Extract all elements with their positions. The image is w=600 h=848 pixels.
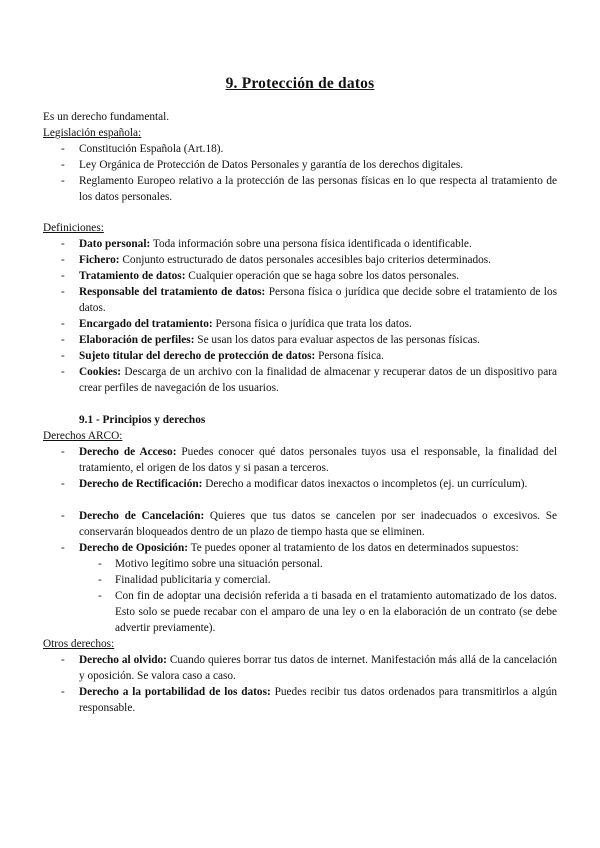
sub-list-item: - Con fin de adoptar una decisión referida a ti basada en el tratamiento automatizado de los datos. Esto solo se puede recabar con el amparo de una ley o en la elaboración de un contrato (se debe advertir previamente). — [98, 590, 557, 634]
otros-heading: Otros derechos: — [43, 638, 115, 650]
legislacion-heading: Legislación española: — [43, 127, 142, 139]
list-item: - Ley Orgánica de Protección de Datos Personales y garantía de los derechos digitales. — [61, 159, 464, 171]
right-item: - Derecho de Oposición: Te puedes oponer al tratamiento de los datos en determinados supuestos: — [61, 542, 519, 554]
page-title: 9. Protección de datos — [225, 75, 375, 92]
definition-item: - Elaboración de perfiles: Se usan los datos para evaluar aspectos de las personas físicas. — [61, 334, 480, 346]
list-item: - Constitución Española (Art.18). — [61, 143, 224, 155]
definition-item: - Dato personal: Toda información sobre una persona física identificada o identificable. — [61, 238, 472, 250]
right-item: - Derecho al olvido: Cuando quieres borrar tus datos de internet. Manifestación más allá de la cancelación y oposición. Se valora caso a caso. — [61, 654, 557, 682]
intro-text: Es un derecho fundamental. — [43, 111, 170, 123]
definition-item: - Tratamiento de datos: Cualquier operación que se haga sobre los datos personales. — [61, 270, 460, 282]
list-item: - Reglamento Europeo relativo a la protección de las personas físicas en lo que respecta al tratamiento de los datos personales. — [61, 175, 557, 203]
sub-list-item: - Motivo legítimo sobre una situación personal. — [98, 558, 323, 570]
arco-heading: Derechos ARCO: — [43, 430, 123, 442]
definition-item: - Sujeto titular del derecho de protección de datos: Persona física. — [61, 350, 384, 362]
section-subtitle: 9.1 - Principios y derechos — [79, 414, 206, 426]
right-item: - Derecho de Rectificación: Derecho a modificar datos inexactos o incompletos (ej. un currículum). — [61, 478, 528, 490]
right-item: - Derecho de Acceso: Puedes conocer qué datos personales tuyos usa el responsable, la finalidad del tratamiento, el origen de los datos y si pasan a terceros. — [61, 446, 557, 474]
sub-list-item: - Finalidad publicitaria y comercial. — [98, 574, 271, 586]
definition-item: - Cookies: Descarga de un archivo con la finalidad de almacenar y recuperar datos de un dispositivo para crear perfiles de navegación de los usuarios. — [61, 366, 557, 394]
right-item: - Derecho de Cancelación: Quieres que tus datos se cancelen por ser inadecuados o excesivos. Se conservarán bloqueados dentro de un plazo de tiempo hasta que se eliminen. — [61, 510, 557, 538]
definition-item: - Fichero: Conjunto estructurado de datos personales accesibles bajo criterios determinados. — [61, 254, 492, 266]
definition-item: - Responsable del tratamiento de datos: Persona física o jurídica que decide sobre el tratamiento de los datos. — [61, 286, 557, 314]
definiciones-heading: Definiciones: — [43, 222, 104, 234]
definition-item: - Encargado del tratamiento: Persona física o jurídica que trata los datos. — [61, 318, 412, 330]
right-item: - Derecho a la portabilidad de los datos: Puedes recibir tus datos ordenados para transmitirlos a algún responsable. — [61, 686, 557, 714]
